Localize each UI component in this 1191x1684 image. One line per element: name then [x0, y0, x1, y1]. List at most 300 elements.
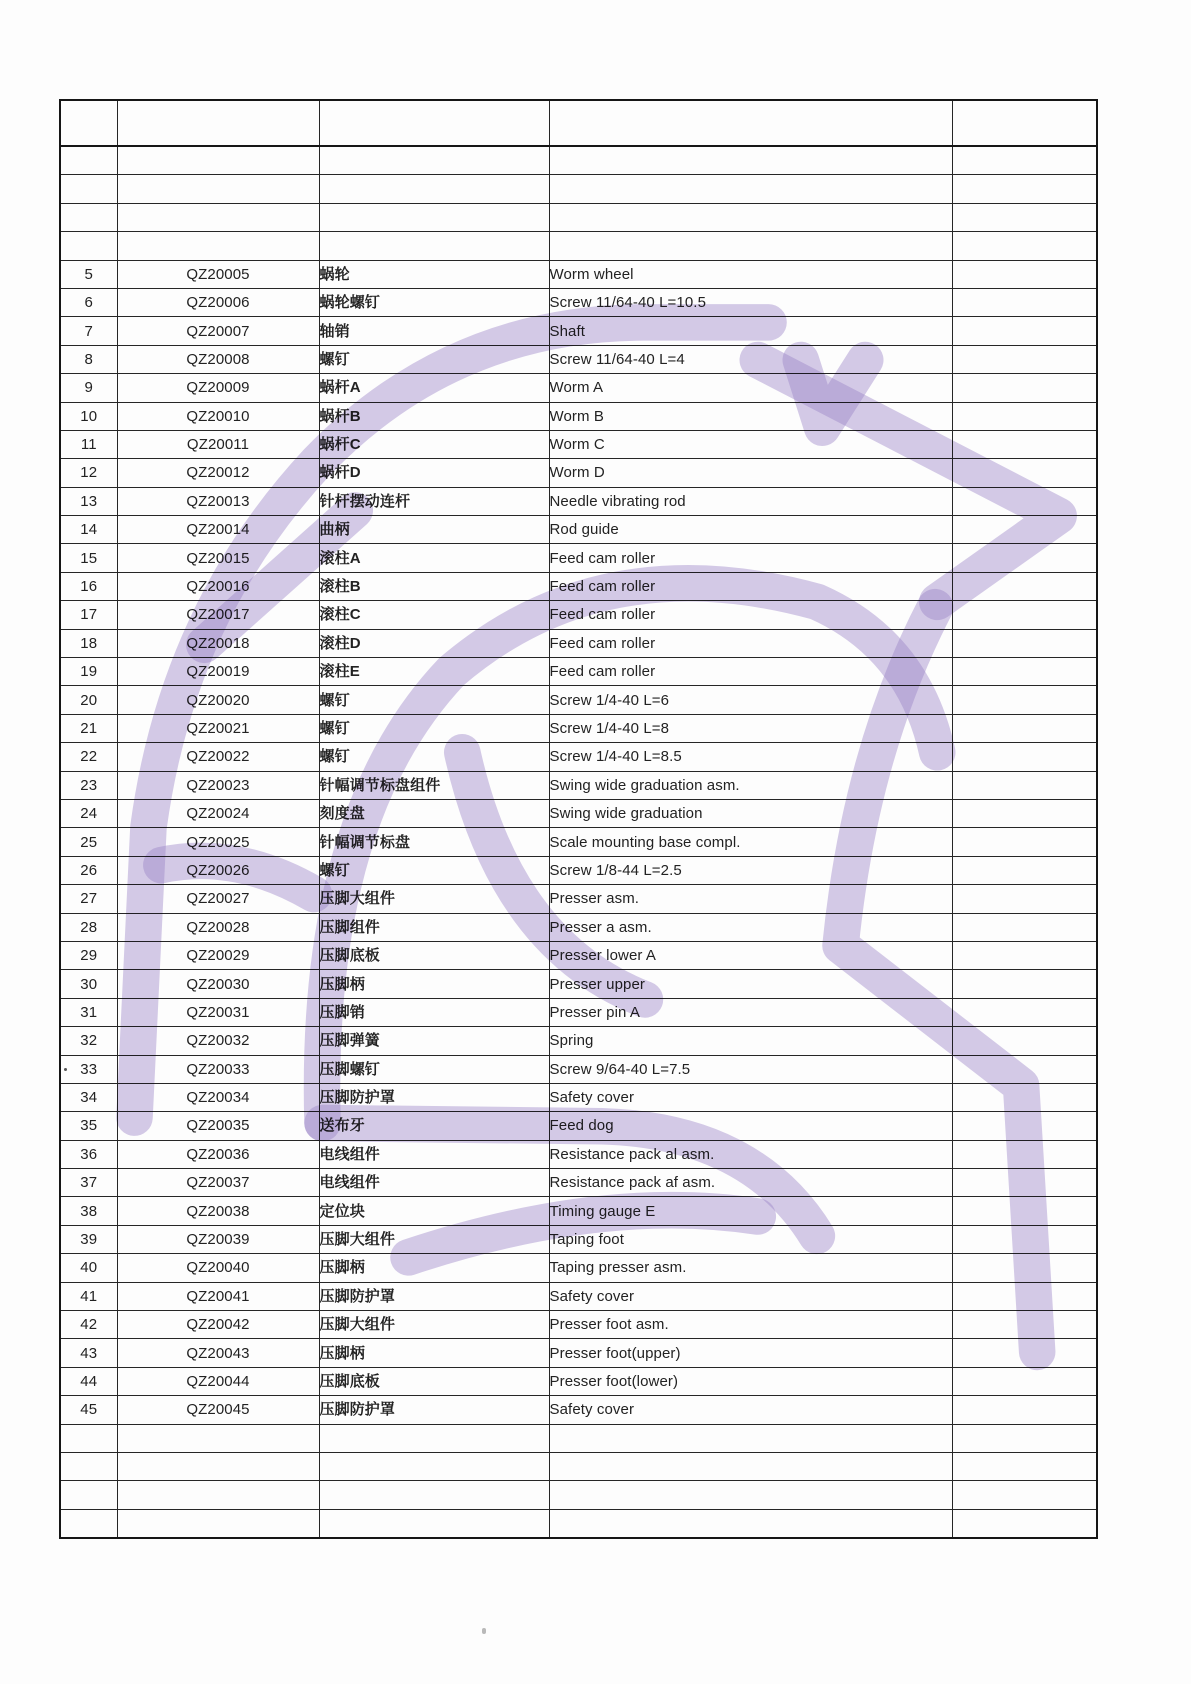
cell-chinese-name: 压脚弹簧: [319, 1027, 549, 1055]
cell-no: 22: [60, 743, 117, 771]
cell-no: 6: [60, 288, 117, 316]
cell-chinese-name: 压脚防护罩: [319, 1282, 549, 1310]
cell-english-name: Resistance pack al asm.: [549, 1140, 952, 1168]
cell-remark: [952, 771, 1097, 799]
cell-remark: [952, 1311, 1097, 1339]
cell-chinese-name: 电线组件: [319, 1140, 549, 1168]
cell-remark: [952, 629, 1097, 657]
cell-remark: [952, 1509, 1097, 1538]
header-cell-remark: [952, 100, 1097, 146]
scan-speck: [482, 1628, 486, 1634]
cell-no: 10: [60, 402, 117, 430]
cell-remark: [952, 856, 1097, 884]
cell-chinese-name: 电线组件: [319, 1169, 549, 1197]
cell-code: QZ20009: [117, 374, 319, 402]
table-row: [60, 885, 1097, 913]
cell-english-name: Presser pin A: [549, 998, 952, 1026]
cell-remark: [952, 1027, 1097, 1055]
header-cell-english-name: [549, 100, 952, 146]
table-body: [60, 146, 1097, 1538]
cell-no: 35: [60, 1112, 117, 1140]
cell-code: QZ20028: [117, 913, 319, 941]
cell-code: QZ20030: [117, 970, 319, 998]
cell-no: [60, 1481, 117, 1509]
cell-chinese-name: 压脚柄: [319, 1254, 549, 1282]
cell-no: [60, 1509, 117, 1538]
cell-no: 43: [60, 1339, 117, 1367]
table-row: [60, 1396, 1097, 1424]
cell-code: QZ20005: [117, 260, 319, 288]
cell-code: QZ20011: [117, 430, 319, 458]
blank-row: [60, 203, 1097, 231]
table-row: [60, 487, 1097, 515]
cell-remark: [952, 970, 1097, 998]
cell-remark: [952, 203, 1097, 231]
cell-code: QZ20040: [117, 1254, 319, 1282]
cell-no: 9: [60, 374, 117, 402]
cell-chinese-name: 螺钉: [319, 856, 549, 884]
cell-chinese-name: [319, 146, 549, 175]
cell-code: QZ20042: [117, 1311, 319, 1339]
cell-code: [117, 203, 319, 231]
cell-english-name: [549, 1424, 952, 1452]
cell-code: QZ20036: [117, 1140, 319, 1168]
cell-code: QZ20021: [117, 714, 319, 742]
cell-no: 27: [60, 885, 117, 913]
cell-remark: [952, 459, 1097, 487]
cell-chinese-name: 压脚柄: [319, 1339, 549, 1367]
cell-no: 24: [60, 799, 117, 827]
cell-english-name: [549, 1452, 952, 1480]
cell-remark: [952, 544, 1097, 572]
table-row: [60, 1197, 1097, 1225]
cell-no: [60, 232, 117, 260]
cell-no: 37: [60, 1169, 117, 1197]
table-row: [60, 743, 1097, 771]
table-row: [60, 1311, 1097, 1339]
cell-remark: [952, 146, 1097, 175]
table-row: [60, 374, 1097, 402]
cell-chinese-name: 压脚防护罩: [319, 1396, 549, 1424]
cell-english-name: Worm B: [549, 402, 952, 430]
table-row: [60, 913, 1097, 941]
cell-chinese-name: 蜗杆D: [319, 459, 549, 487]
cell-remark: [952, 317, 1097, 345]
table-row: [60, 714, 1097, 742]
cell-chinese-name: 螺钉: [319, 714, 549, 742]
scan-speck: [64, 1068, 67, 1071]
cell-chinese-name: 压脚底板: [319, 1367, 549, 1395]
cell-chinese-name: 压脚大组件: [319, 1225, 549, 1253]
cell-chinese-name: 压脚大组件: [319, 885, 549, 913]
table-row: [60, 1169, 1097, 1197]
parts-list-table-container: [59, 99, 1096, 1539]
header-cell-chinese-name: [319, 100, 549, 146]
blank-row: [60, 1509, 1097, 1538]
cell-code: QZ20006: [117, 288, 319, 316]
cell-remark: [952, 402, 1097, 430]
cell-english-name: Presser foot asm.: [549, 1311, 952, 1339]
cell-remark: [952, 1452, 1097, 1480]
cell-chinese-name: 压脚大组件: [319, 1311, 549, 1339]
cell-english-name: Feed dog: [549, 1112, 952, 1140]
table-row: [60, 1083, 1097, 1111]
cell-no: [60, 146, 117, 175]
cell-no: [60, 1452, 117, 1480]
cell-english-name: Rod guide: [549, 516, 952, 544]
table-row: [60, 1027, 1097, 1055]
cell-no: 36: [60, 1140, 117, 1168]
cell-no: 41: [60, 1282, 117, 1310]
cell-chinese-name: 蜗杆B: [319, 402, 549, 430]
cell-remark: [952, 345, 1097, 373]
table-row: [60, 288, 1097, 316]
cell-english-name: [549, 1481, 952, 1509]
cell-code: [117, 1481, 319, 1509]
cell-no: 45: [60, 1396, 117, 1424]
cell-chinese-name: 压脚防护罩: [319, 1083, 549, 1111]
cell-no: 32: [60, 1027, 117, 1055]
cell-code: QZ20025: [117, 828, 319, 856]
cell-chinese-name: [319, 203, 549, 231]
cell-code: QZ20010: [117, 402, 319, 430]
cell-english-name: Feed cam roller: [549, 572, 952, 600]
cell-english-name: Scale mounting base compl.: [549, 828, 952, 856]
cell-english-name: Feed cam roller: [549, 629, 952, 657]
blank-row: [60, 1424, 1097, 1452]
cell-no: 11: [60, 430, 117, 458]
cell-no: 39: [60, 1225, 117, 1253]
cell-no: 42: [60, 1311, 117, 1339]
table-row: [60, 260, 1097, 288]
cell-chinese-name: 压脚螺钉: [319, 1055, 549, 1083]
table-row: [60, 1055, 1097, 1083]
cell-no: 30: [60, 970, 117, 998]
cell-english-name: Feed cam roller: [549, 544, 952, 572]
cell-code: QZ20014: [117, 516, 319, 544]
cell-code: QZ20044: [117, 1367, 319, 1395]
table-row: [60, 658, 1097, 686]
cell-no: 7: [60, 317, 117, 345]
cell-no: 38: [60, 1197, 117, 1225]
cell-no: 12: [60, 459, 117, 487]
cell-remark: [952, 1254, 1097, 1282]
table-row: [60, 1254, 1097, 1282]
cell-no: 5: [60, 260, 117, 288]
cell-chinese-name: 压脚柄: [319, 970, 549, 998]
cell-chinese-name: 蜗轮螺钉: [319, 288, 549, 316]
cell-remark: [952, 601, 1097, 629]
cell-no: 44: [60, 1367, 117, 1395]
cell-code: QZ20013: [117, 487, 319, 515]
cell-no: 18: [60, 629, 117, 657]
cell-english-name: Safety cover: [549, 1396, 952, 1424]
table-row: [60, 544, 1097, 572]
cell-english-name: Worm D: [549, 459, 952, 487]
cell-remark: [952, 1055, 1097, 1083]
cell-no: 33: [60, 1055, 117, 1083]
cell-chinese-name: 滚柱A: [319, 544, 549, 572]
cell-remark: [952, 430, 1097, 458]
cell-chinese-name: 针杆摆动连杆: [319, 487, 549, 515]
cell-remark: [952, 658, 1097, 686]
blank-row: [60, 1452, 1097, 1480]
blank-row: [60, 175, 1097, 203]
table-row: [60, 572, 1097, 600]
cell-english-name: Screw 9/64-40 L=7.5: [549, 1055, 952, 1083]
cell-english-name: Screw 1/4-40 L=8: [549, 714, 952, 742]
cell-remark: [952, 1424, 1097, 1452]
cell-code: [117, 1424, 319, 1452]
cell-english-name: Swing wide graduation: [549, 799, 952, 827]
cell-remark: [952, 1197, 1097, 1225]
cell-chinese-name: [319, 1424, 549, 1452]
cell-english-name: Taping presser asm.: [549, 1254, 952, 1282]
cell-english-name: Presser upper: [549, 970, 952, 998]
cell-english-name: [549, 203, 952, 231]
cell-english-name: Timing gauge E: [549, 1197, 952, 1225]
cell-code: [117, 146, 319, 175]
cell-remark: [952, 1225, 1097, 1253]
cell-chinese-name: 刻度盘: [319, 799, 549, 827]
cell-chinese-name: 滚柱C: [319, 601, 549, 629]
cell-no: [60, 203, 117, 231]
table-row: [60, 1282, 1097, 1310]
cell-remark: [952, 232, 1097, 260]
cell-remark: [952, 799, 1097, 827]
blank-row: [60, 1481, 1097, 1509]
cell-chinese-name: 蜗轮: [319, 260, 549, 288]
cell-no: 15: [60, 544, 117, 572]
cell-remark: [952, 913, 1097, 941]
cell-code: QZ20034: [117, 1083, 319, 1111]
cell-no: 28: [60, 913, 117, 941]
cell-code: [117, 1509, 319, 1538]
cell-chinese-name: 压脚底板: [319, 941, 549, 969]
cell-english-name: Screw 1/4-40 L=6: [549, 686, 952, 714]
table-row: [60, 799, 1097, 827]
table-row: [60, 828, 1097, 856]
cell-remark: [952, 828, 1097, 856]
cell-no: [60, 1424, 117, 1452]
cell-english-name: Spring: [549, 1027, 952, 1055]
cell-code: QZ20020: [117, 686, 319, 714]
cell-code: [117, 1452, 319, 1480]
cell-chinese-name: 压脚销: [319, 998, 549, 1026]
table-row: [60, 601, 1097, 629]
header-cell-code: [117, 100, 319, 146]
cell-english-name: Feed cam roller: [549, 601, 952, 629]
cell-no: 20: [60, 686, 117, 714]
cell-chinese-name: 蜗杆C: [319, 430, 549, 458]
cell-english-name: [549, 1509, 952, 1538]
cell-chinese-name: 针幅调节标盘: [319, 828, 549, 856]
cell-code: QZ20015: [117, 544, 319, 572]
cell-no: 17: [60, 601, 117, 629]
table-row: [60, 402, 1097, 430]
cell-remark: [952, 175, 1097, 203]
cell-code: QZ20035: [117, 1112, 319, 1140]
table-row: [60, 1140, 1097, 1168]
cell-code: QZ20032: [117, 1027, 319, 1055]
cell-english-name: Needle vibrating rod: [549, 487, 952, 515]
cell-remark: [952, 714, 1097, 742]
table-row: [60, 1339, 1097, 1367]
cell-no: 21: [60, 714, 117, 742]
cell-chinese-name: 滚柱D: [319, 629, 549, 657]
cell-english-name: Presser foot(lower): [549, 1367, 952, 1395]
cell-no: 23: [60, 771, 117, 799]
cell-english-name: Worm A: [549, 374, 952, 402]
cell-chinese-name: 曲柄: [319, 516, 549, 544]
table-row: [60, 317, 1097, 345]
cell-english-name: [549, 175, 952, 203]
cell-no: 34: [60, 1083, 117, 1111]
table-row: [60, 1367, 1097, 1395]
cell-code: QZ20018: [117, 629, 319, 657]
cell-code: QZ20043: [117, 1339, 319, 1367]
cell-code: QZ20033: [117, 1055, 319, 1083]
cell-code: QZ20039: [117, 1225, 319, 1253]
cell-english-name: Worm C: [549, 430, 952, 458]
cell-code: QZ20012: [117, 459, 319, 487]
header-cell-no: [60, 100, 117, 146]
table-row: [60, 629, 1097, 657]
cell-no: 19: [60, 658, 117, 686]
cell-chinese-name: 送布牙: [319, 1112, 549, 1140]
cell-english-name: Swing wide graduation asm.: [549, 771, 952, 799]
cell-code: QZ20022: [117, 743, 319, 771]
table-header: [60, 100, 1097, 146]
cell-code: QZ20017: [117, 601, 319, 629]
table-row: [60, 1225, 1097, 1253]
cell-code: QZ20024: [117, 799, 319, 827]
cell-chinese-name: 螺钉: [319, 743, 549, 771]
table-row: [60, 941, 1097, 969]
cell-chinese-name: 滚柱E: [319, 658, 549, 686]
cell-no: 25: [60, 828, 117, 856]
cell-no: 8: [60, 345, 117, 373]
table-row: [60, 970, 1097, 998]
cell-english-name: Safety cover: [549, 1083, 952, 1111]
cell-remark: [952, 516, 1097, 544]
cell-no: 14: [60, 516, 117, 544]
cell-chinese-name: [319, 1452, 549, 1480]
cell-no: 26: [60, 856, 117, 884]
cell-english-name: Presser foot(upper): [549, 1339, 952, 1367]
cell-code: QZ20041: [117, 1282, 319, 1310]
cell-code: QZ20007: [117, 317, 319, 345]
cell-no: 16: [60, 572, 117, 600]
cell-no: [60, 175, 117, 203]
cell-chinese-name: 螺钉: [319, 686, 549, 714]
cell-chinese-name: [319, 1509, 549, 1538]
table-row: [60, 516, 1097, 544]
cell-code: QZ20045: [117, 1396, 319, 1424]
cell-chinese-name: 轴销: [319, 317, 549, 345]
cell-remark: [952, 260, 1097, 288]
cell-remark: [952, 885, 1097, 913]
cell-remark: [952, 1083, 1097, 1111]
cell-remark: [952, 1481, 1097, 1509]
cell-english-name: Screw 1/4-40 L=8.5: [549, 743, 952, 771]
table-row: [60, 345, 1097, 373]
blank-row: [60, 146, 1097, 175]
cell-code: [117, 175, 319, 203]
cell-code: QZ20008: [117, 345, 319, 373]
cell-remark: [952, 374, 1097, 402]
table-row: [60, 459, 1097, 487]
table-row: [60, 686, 1097, 714]
cell-english-name: Taping foot: [549, 1225, 952, 1253]
cell-remark: [952, 487, 1097, 515]
blank-row: [60, 232, 1097, 260]
cell-remark: [952, 998, 1097, 1026]
table-row: [60, 998, 1097, 1026]
cell-chinese-name: 螺钉: [319, 345, 549, 373]
cell-code: QZ20023: [117, 771, 319, 799]
cell-remark: [952, 1396, 1097, 1424]
cell-no: 29: [60, 941, 117, 969]
cell-chinese-name: 针幅调节标盘组件: [319, 771, 549, 799]
cell-remark: [952, 1282, 1097, 1310]
table-row: [60, 771, 1097, 799]
cell-english-name: Presser asm.: [549, 885, 952, 913]
cell-remark: [952, 1339, 1097, 1367]
cell-remark: [952, 686, 1097, 714]
cell-remark: [952, 743, 1097, 771]
header-row: [60, 100, 1097, 146]
cell-remark: [952, 1367, 1097, 1395]
cell-chinese-name: [319, 175, 549, 203]
cell-remark: [952, 288, 1097, 316]
cell-english-name: Shaft: [549, 317, 952, 345]
cell-code: QZ20019: [117, 658, 319, 686]
cell-remark: [952, 941, 1097, 969]
cell-english-name: [549, 146, 952, 175]
cell-english-name: Resistance pack af asm.: [549, 1169, 952, 1197]
parts-list-table: [59, 99, 1098, 1539]
cell-english-name: Screw 1/8-44 L=2.5: [549, 856, 952, 884]
cell-remark: [952, 1112, 1097, 1140]
cell-code: QZ20027: [117, 885, 319, 913]
cell-english-name: [549, 232, 952, 260]
cell-no: 40: [60, 1254, 117, 1282]
cell-code: QZ20038: [117, 1197, 319, 1225]
cell-code: QZ20037: [117, 1169, 319, 1197]
cell-remark: [952, 572, 1097, 600]
table-row: [60, 430, 1097, 458]
cell-chinese-name: [319, 232, 549, 260]
cell-code: QZ20029: [117, 941, 319, 969]
cell-english-name: Worm wheel: [549, 260, 952, 288]
cell-no: 13: [60, 487, 117, 515]
cell-english-name: Safety cover: [549, 1282, 952, 1310]
cell-chinese-name: 蜗杆A: [319, 374, 549, 402]
cell-english-name: Feed cam roller: [549, 658, 952, 686]
cell-chinese-name: 定位块: [319, 1197, 549, 1225]
cell-chinese-name: [319, 1481, 549, 1509]
cell-chinese-name: 压脚组件: [319, 913, 549, 941]
cell-english-name: Screw 11/64-40 L=4: [549, 345, 952, 373]
cell-english-name: Presser a asm.: [549, 913, 952, 941]
cell-code: QZ20016: [117, 572, 319, 600]
cell-chinese-name: 滚柱B: [319, 572, 549, 600]
table-row: [60, 856, 1097, 884]
cell-code: QZ20026: [117, 856, 319, 884]
table-row: [60, 1112, 1097, 1140]
cell-code: QZ20031: [117, 998, 319, 1026]
